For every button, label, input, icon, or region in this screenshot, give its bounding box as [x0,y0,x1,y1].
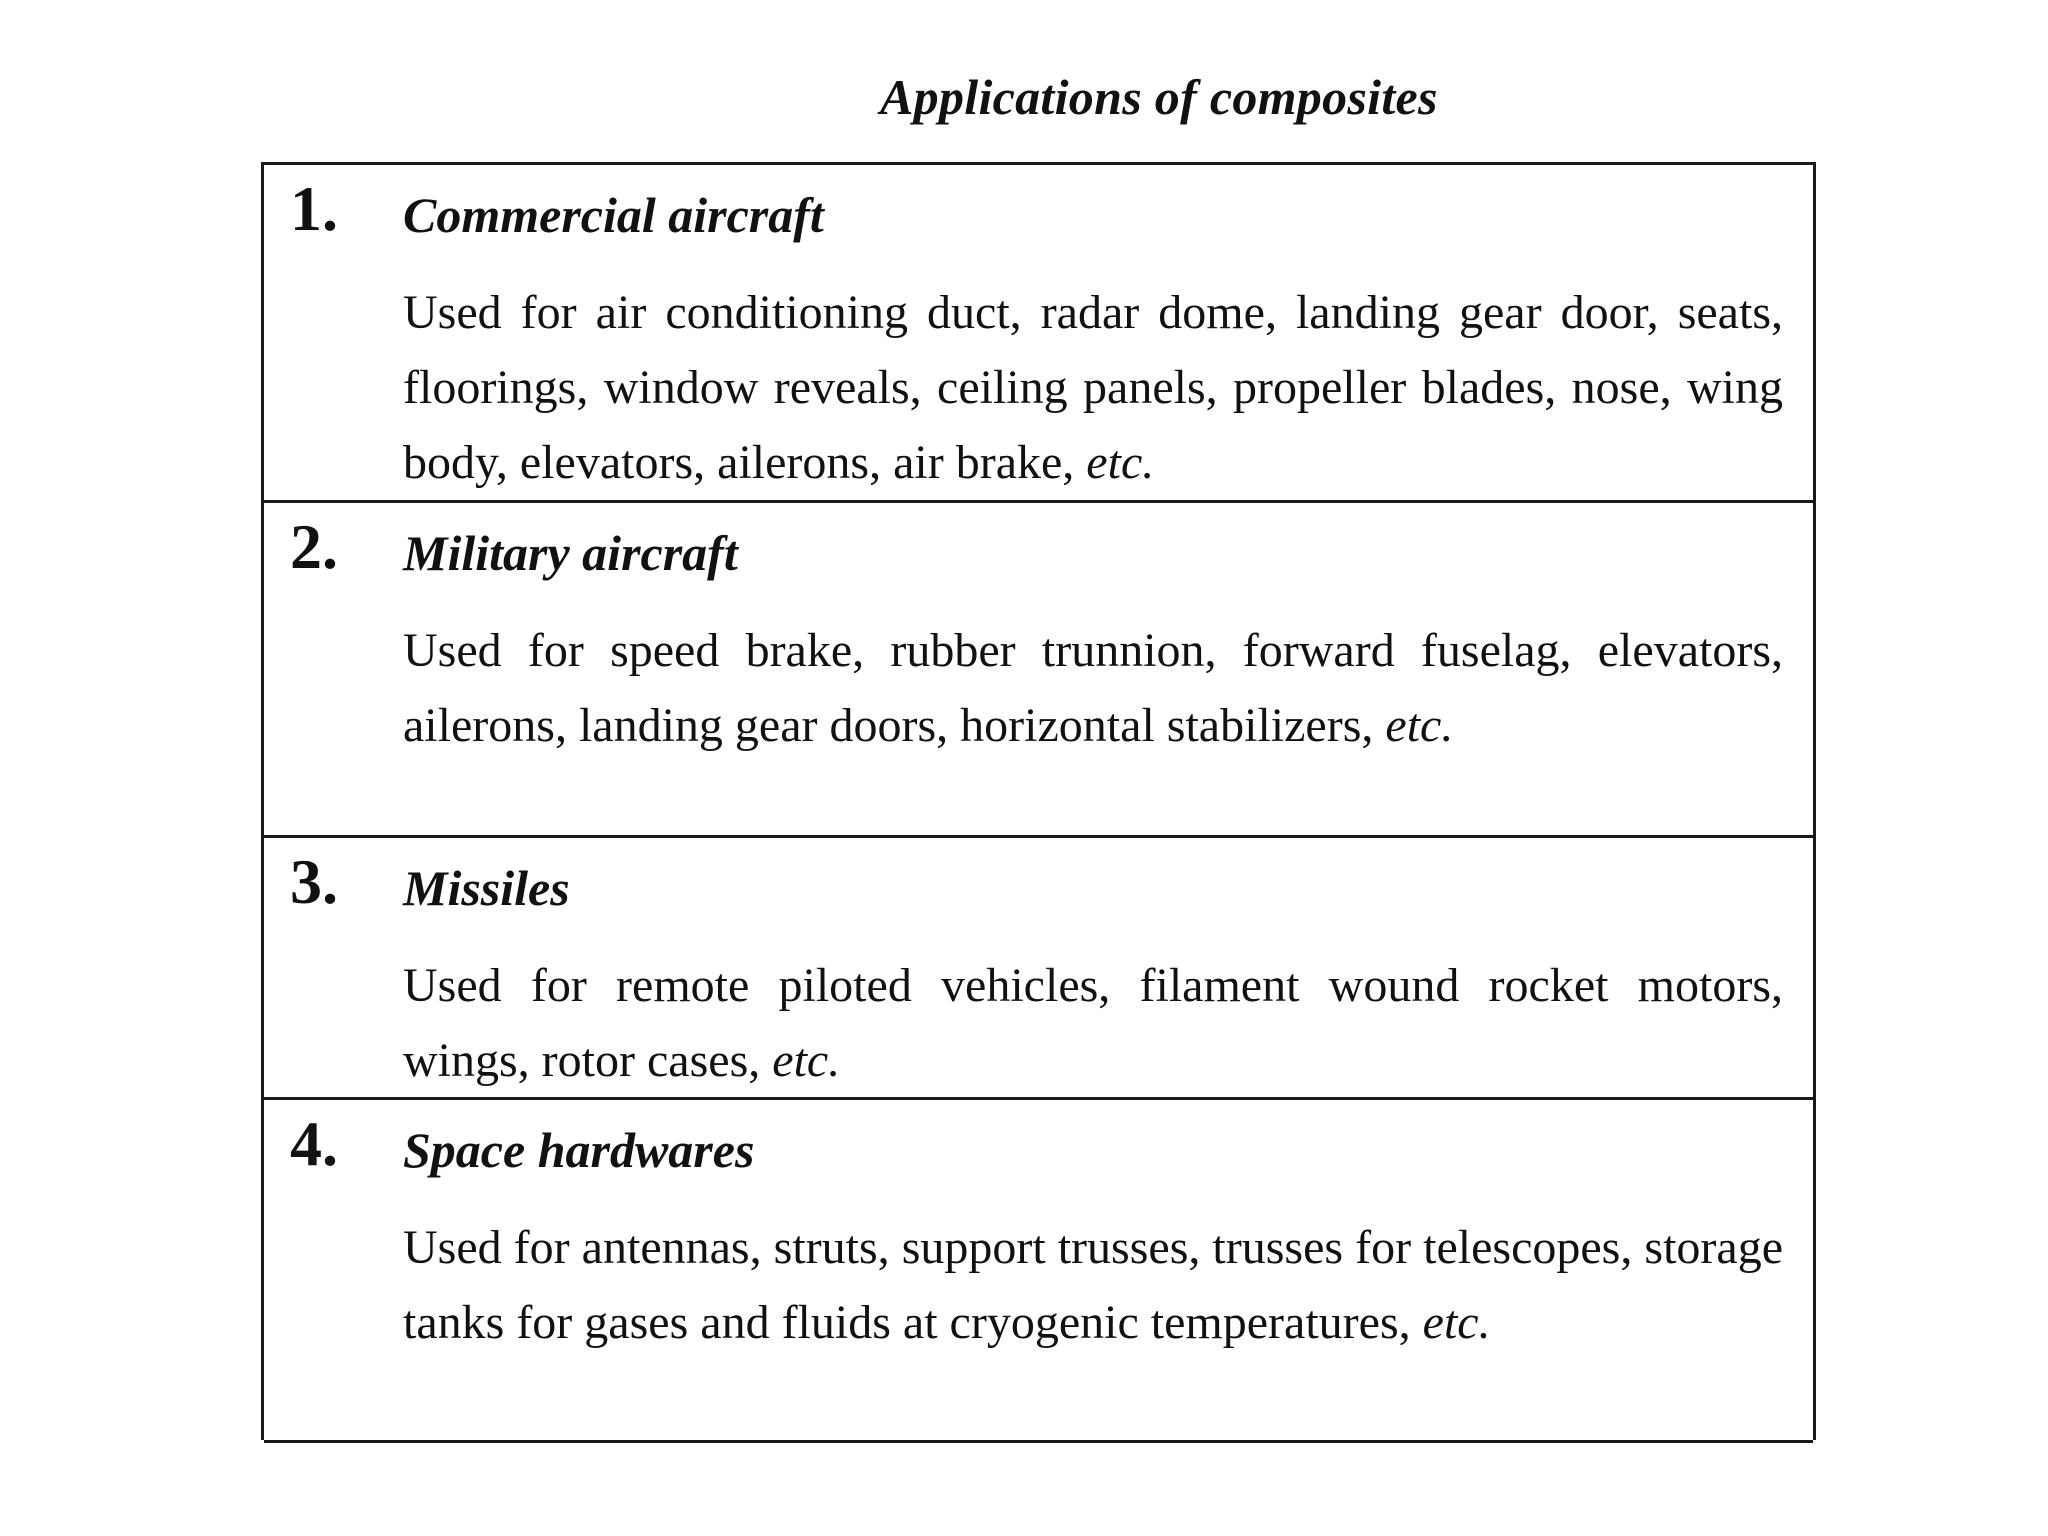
item-etc: etc. [1385,699,1454,752]
table-row [264,503,1813,838]
item-number: 1. [290,173,338,244]
item-description-text: Used for air conditioning duct, radar dome, landing gear door, seats, floorings, window reveals, ceiling panels, propeller blades, nose, wing body, elevators, ailerons, air brake, [403,286,1783,489]
page-title: Applications of composites [880,69,1438,125]
item-description-text: Used for speed brake, rubber trunnion, forward fuselag, elevators, ailerons, landing gear doors, horizontal stabilizers, [403,624,1783,752]
table-row [264,838,1813,1100]
item-description [403,1210,1783,1360]
item-etc: etc. [1086,436,1155,489]
item-etc: etc. [1422,1296,1491,1349]
item-description-text: Used for remote piloted vehicles, filament wound rocket motors, wings, rotor cases, [403,959,1783,1087]
item-number: 2. [290,511,338,582]
item-heading: Military aircraft [403,525,738,581]
item-number: 4. [290,1108,338,1179]
table-row [264,165,1813,503]
item-etc: etc. [772,1034,841,1087]
item-description [403,275,1783,500]
applications-table [261,162,1816,1440]
item-description-text: Used for antennas, struts, support trusses, trusses for telescopes, storage tanks for gases and fluids at cryogenic temperatures, [403,1221,1783,1349]
item-heading: Space hardwares [403,1122,755,1178]
item-heading: Commercial aircraft [403,187,824,243]
item-description [403,948,1783,1098]
table-row [264,1100,1813,1443]
item-number: 3. [290,846,338,917]
item-heading: Missiles [403,860,570,916]
item-description [403,613,1783,763]
